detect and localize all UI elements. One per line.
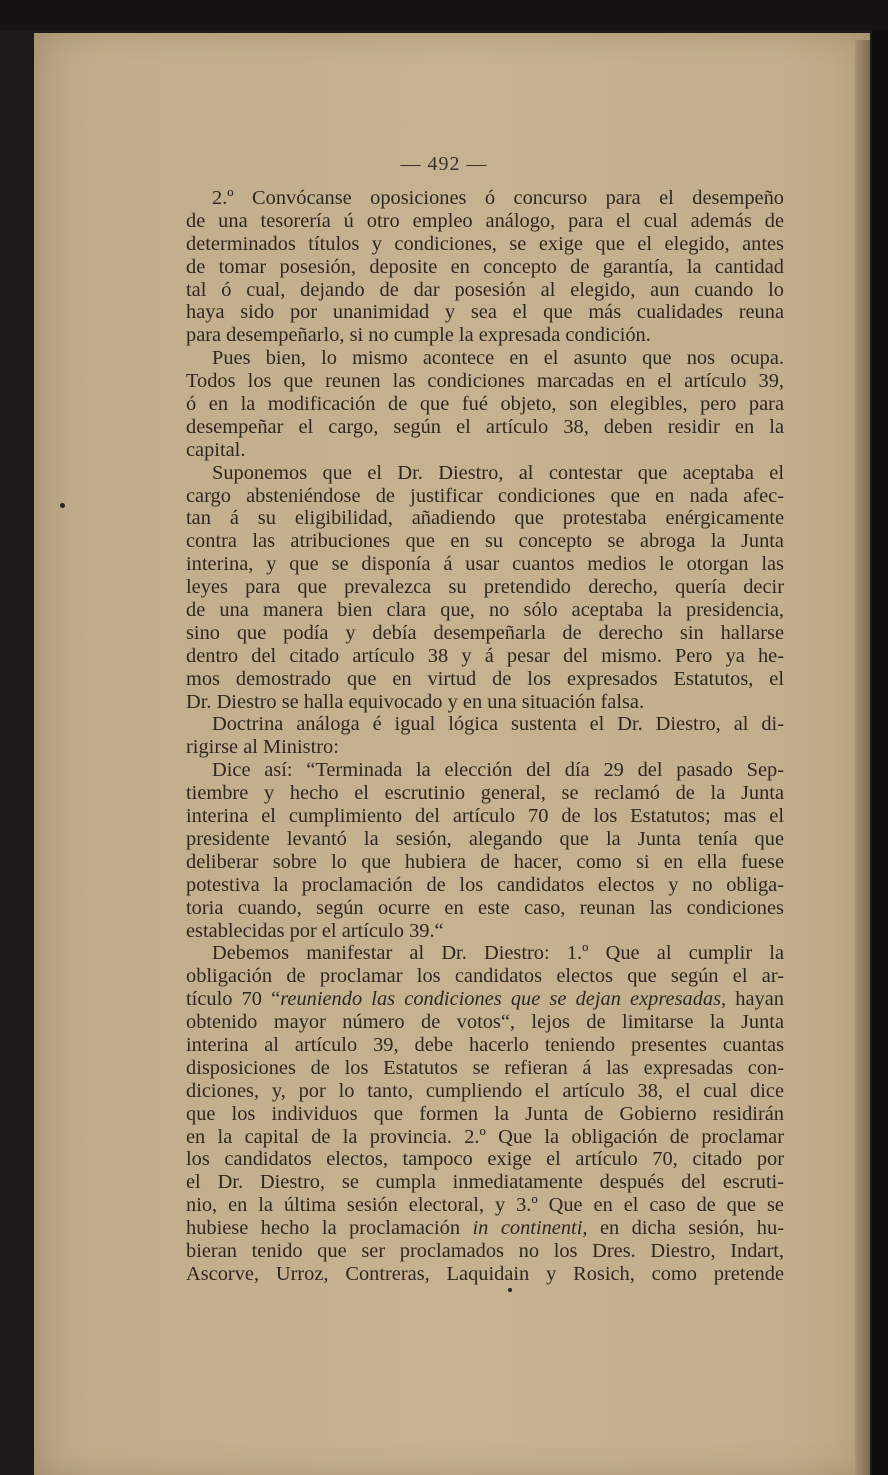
text-line: ó en la modificación de que fué objeto, son elegibles, pero para [186,393,784,416]
text-line: Dr. Diestro se halla equivocado y en una situación falsa. [186,690,645,713]
text-line: disposiciones de los Estatutos se refieran á las expresadas con- [186,1056,784,1079]
text-line: obligación de proclamar los candidatos electos que según el ar- [186,965,784,988]
text-line: el Dr. Diestro, se cumpla inmediatamente después del escruti- [186,1171,784,1194]
text-line: haya sido por unanimidad y sea el que más cualidades reuna [186,301,784,324]
text-line: deliberar sobre lo que hubiera de hacer, como si en ella fuese [186,850,784,873]
text-line: tal ó cual, dejando de dar posesión al elegido, aun cuando lo [186,278,784,301]
text-line: capital. [186,438,246,461]
ink-speck [508,1288,512,1292]
text-line: para desempeñarlo, si no cumple la expresada condición. [186,324,651,347]
text-line: presidente levantó la sesión, alegando que la Junta tenía que [186,827,784,850]
text-line: desempeñar el cargo, según el artículo 38, deben residir en la [186,415,784,438]
text-line: interina al artículo 39, debe hacerlo teniendo presentes cuantas [186,1033,784,1056]
text-line: Pues bien, lo mismo acontece en el asunto que nos ocupa. [212,347,784,370]
text-line: contra las atribuciones que en su concepto se abroga la Junta [186,530,784,553]
scan-background-right [872,30,888,1475]
text-line: rigirse al Ministro: [186,736,339,759]
text-line: dentro del citado artículo 38 y á pesar del mismo. Pero ya he- [186,644,784,667]
text-line [186,988,784,1011]
text-line: que los individuos que formen la Junta de Gobierno residirán [186,1102,784,1125]
italic-text-segment: in continenti, [472,1217,588,1240]
text-line: los candidatos electos, tampoco exige el artículo 70, citado por [186,1148,784,1171]
body-text [186,187,784,1286]
text-segment: en dicha sesión, hu- [587,1217,784,1240]
text-line: determinados títulos y condiciones, se exige que el elegido, antes [186,232,784,255]
text-line: diciones, y, por lo tanto, cumpliendo el artículo 38, el cual dice [186,1079,784,1102]
text-line: en la capital de la provincia. 2.º Que la obligación de proclamar [186,1125,784,1148]
text-segment: hubiese hecho la proclamación [186,1217,473,1240]
text-line: potestiva la proclamación de los candidatos electos y no obliga- [186,873,784,896]
italic-text-segment: reuniendo las condiciones que se dejan expresadas, [280,988,727,1011]
text-line: Doctrina análoga é igual lógica sustenta el Dr. Diestro, al di- [212,713,784,736]
text-line: Dice así: “Terminada la elección del día 29 del pasado Sep- [212,759,784,782]
text-line: Debemos manifestar al Dr. Diestro: 1.º Que al cumplir la [212,942,784,965]
text-line: cargo absteniéndose de justificar condiciones que en nada afec- [186,484,784,507]
text-line: interina el cumplimiento del artículo 70 de los Estatutos; mas el [186,805,784,828]
text-segment: hayan [726,988,784,1011]
text-line: establecidas por el artículo 39.“ [186,919,444,942]
text-line: interina, y que se disponía á usar cuantos medios le otorgan las [186,553,784,576]
text-line [186,1217,784,1240]
text-line: toria cuando, según ocurre en este caso, reunan las condiciones [186,896,784,919]
scan-background-top [0,0,888,30]
text-line: 2.º Convócanse oposiciones ó concurso para el desempeño [212,187,784,209]
text-line: de una tesorería ú otro empleo análogo, para el cual además de [186,209,784,232]
text-line: Ascorve, Urroz, Contreras, Laquidain y Rosich, como pretende [186,1262,784,1285]
ink-speck [60,503,65,508]
text-line: obtenido mayor número de votos“, lejos de limitarse la Junta [186,1011,784,1034]
text-line: tan á su eligibilidad, añadiendo que protestaba enérgicamente [186,507,784,530]
text-line: leyes para que prevalezca su pretendido derecho, quería decir [186,576,784,599]
text-line: de una manera bien clara que, no sólo aceptaba la presidencia, [186,599,784,622]
text-line: nio, en la última sesión electoral, y 3.º Que en el caso de que se [186,1194,784,1217]
page-edge-shadow [855,40,870,1475]
text-line: bieran tenido que ser proclamados no los Dres. Diestro, Indart, [186,1239,784,1262]
text-line: sino que podía y debía desempeñarla de derecho sin hallarse [186,621,784,644]
text-line: de tomar posesión, deposite en concepto de garantía, la cantidad [186,255,784,278]
text-line: tiembre y hecho el escrutinio general, se reclamó de la Junta [186,782,784,805]
text-segment: tículo 70 “ [186,988,281,1011]
text-line: Suponemos que el Dr. Diestro, al contestar que aceptaba el [212,461,784,484]
page-number: — 492 — [400,153,488,175]
text-line: mos demostrado que en virtud de los expresados Estatutos, el [186,667,784,690]
text-line: Todos los que reunen las condiciones marcadas en el artículo 39, [186,370,784,393]
